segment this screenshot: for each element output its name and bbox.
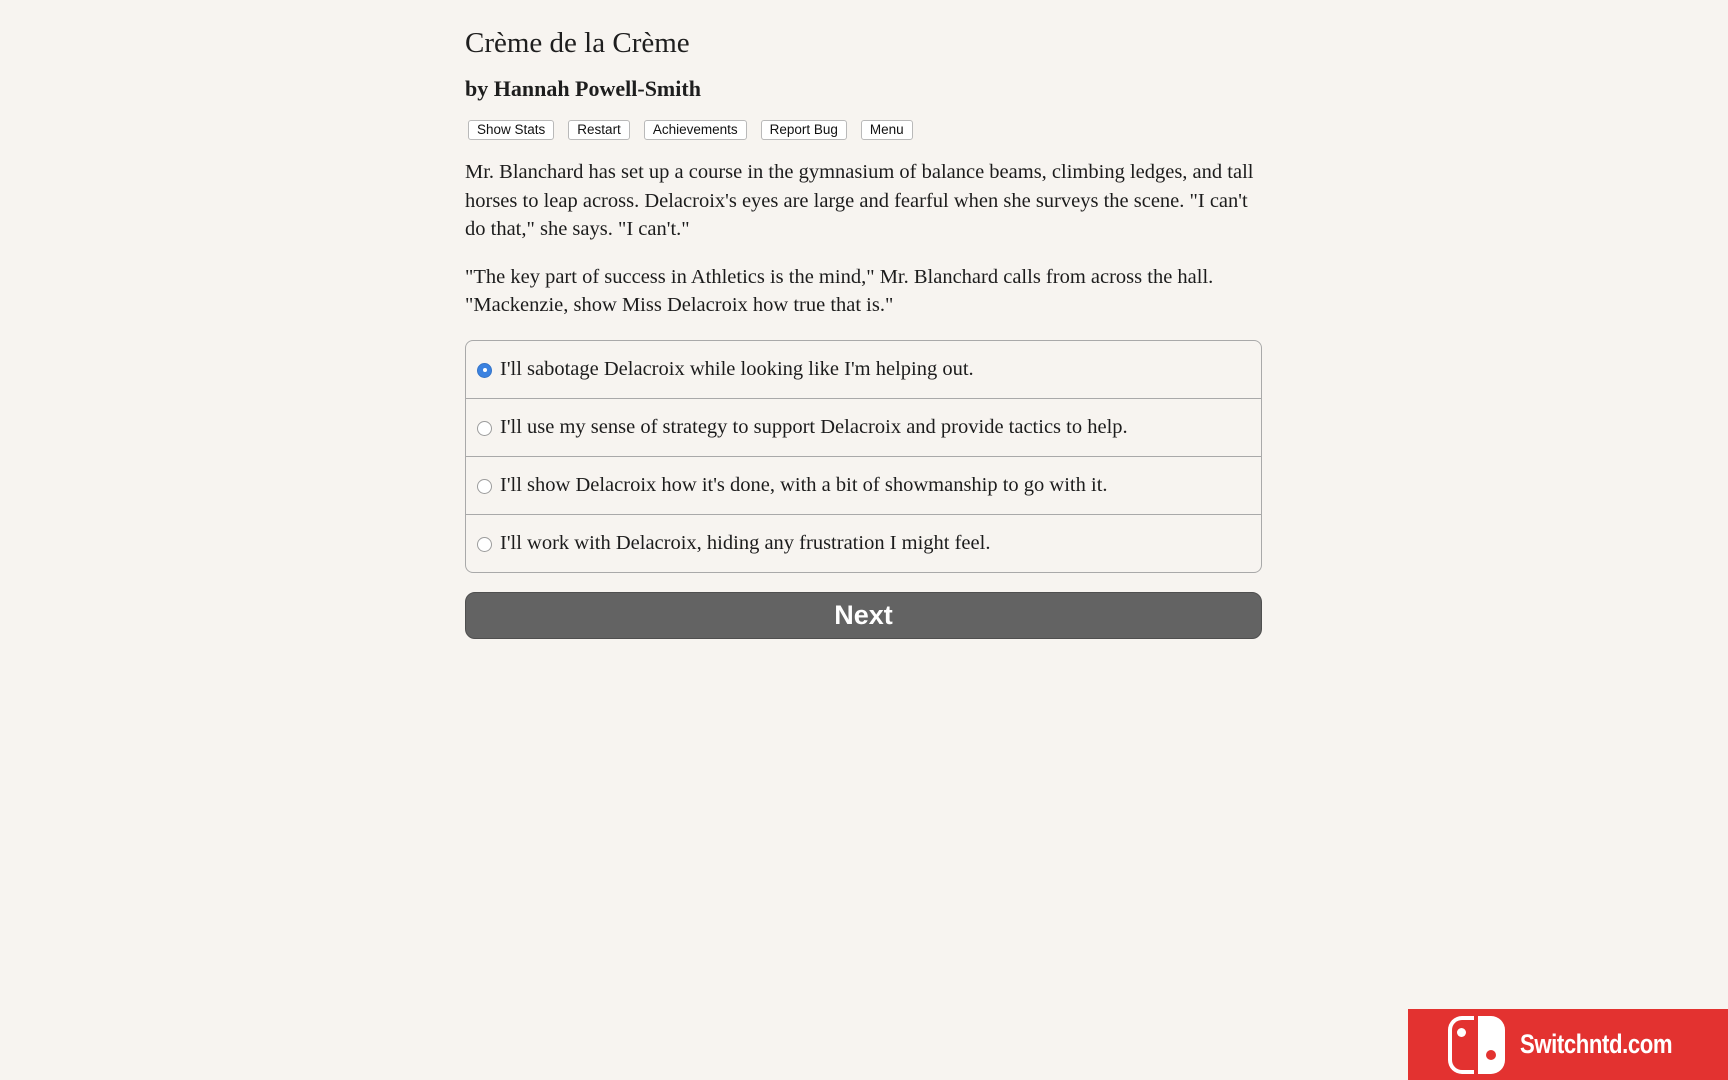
main-content bbox=[465, 22, 1262, 639]
achievements-button[interactable]: Achievements bbox=[644, 120, 747, 140]
game-title: Crème de la Crème bbox=[465, 27, 690, 59]
choice-option[interactable] bbox=[466, 341, 1261, 398]
choice-label: I'll use my sense of strategy to support Delacroix and provide tactics to help. bbox=[500, 416, 1128, 439]
game-author: by Hannah Powell-Smith bbox=[465, 76, 701, 101]
choice-label: I'll sabotage Delacroix while looking like I'm helping out. bbox=[500, 358, 974, 381]
radio-button[interactable] bbox=[477, 479, 492, 494]
choice-option[interactable] bbox=[466, 514, 1261, 572]
choice-list bbox=[465, 340, 1262, 573]
show-stats-button[interactable]: Show Stats bbox=[468, 120, 554, 140]
story-paragraph: "The key part of success in Athletics is the mind," Mr. Blanchard calls from across the hall. "Mackenzie, show Miss Delacroix how true that is." bbox=[465, 265, 1214, 317]
choice-label: I'll show Delacroix how it's done, with a bit of showmanship to go with it. bbox=[500, 474, 1108, 497]
menu-button[interactable]: Menu bbox=[861, 120, 913, 140]
choice-label: I'll work with Delacroix, hiding any frustration I might feel. bbox=[500, 532, 991, 555]
watermark-text: Switchntd.com bbox=[1520, 1029, 1673, 1059]
radio-button[interactable] bbox=[477, 537, 492, 552]
story-paragraph: Mr. Blanchard has set up a course in the gymnasium of balance beams, climbing ledges, and tall horses to leap across. Delacroix's eyes are large and fearful when she surveys the scene. "I can't do that," she says. "I can't." bbox=[465, 161, 1254, 241]
report-bug-button[interactable]: Report Bug bbox=[761, 120, 847, 140]
toolbar bbox=[465, 120, 1262, 140]
restart-button[interactable]: Restart bbox=[568, 120, 630, 140]
choice-option[interactable] bbox=[466, 398, 1261, 456]
choice-option[interactable] bbox=[466, 456, 1261, 514]
switch-logo-icon bbox=[1448, 1014, 1510, 1076]
watermark bbox=[1408, 1009, 1728, 1080]
next-button[interactable]: Next bbox=[465, 592, 1262, 639]
radio-button[interactable] bbox=[477, 363, 492, 378]
radio-button[interactable] bbox=[477, 421, 492, 436]
